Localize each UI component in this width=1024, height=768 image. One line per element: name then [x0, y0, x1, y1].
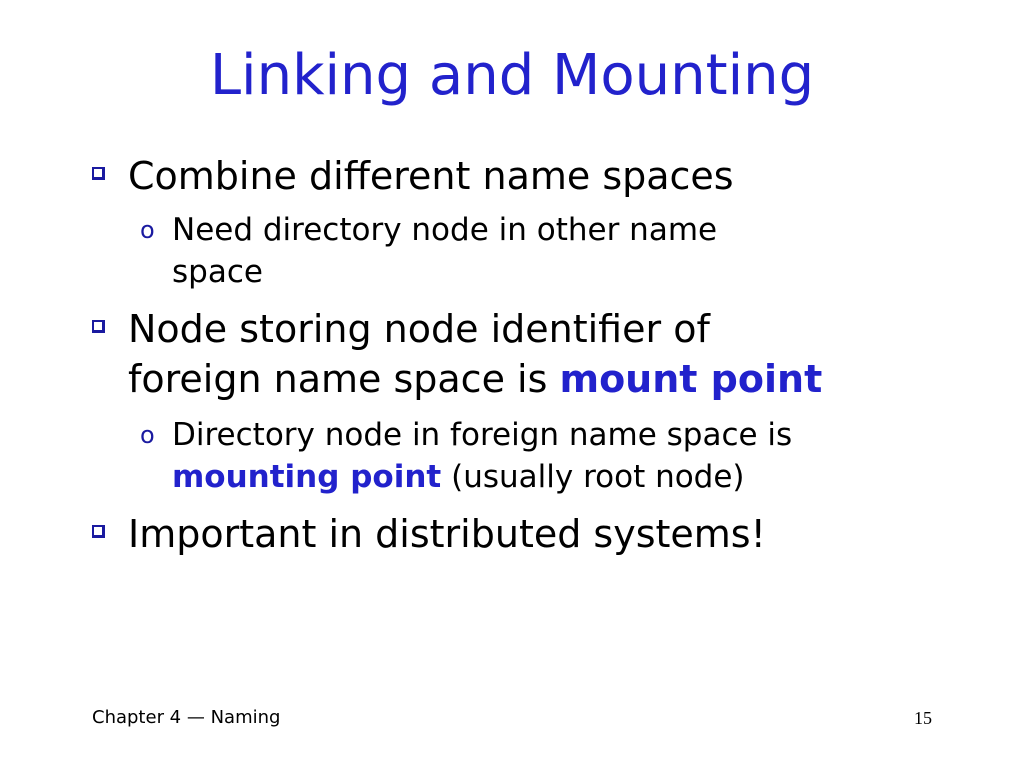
square-bullet-icon	[92, 320, 105, 333]
square-bullet-icon	[92, 525, 105, 538]
mount-point-term: mount point	[559, 357, 823, 401]
mounting-point-term: mounting point	[172, 459, 442, 495]
bullet-text: Node storing node identifier of	[128, 307, 710, 351]
footer-chapter	[92, 706, 280, 730]
bullet-text: Combine different name spaces	[128, 154, 734, 198]
slide-title: Linking and Mounting	[209, 43, 815, 108]
circle-bullet-icon: o	[140, 421, 155, 449]
sub-bullet-text-continuation	[172, 456, 922, 498]
sub-bullet-text-continuation: space	[172, 254, 263, 290]
sub-bullet-text: Need directory node in other name	[172, 212, 718, 248]
bullet-text: Important in distributed systems!	[128, 512, 766, 556]
bullet-text-continuation	[128, 355, 928, 403]
footer-chapter-prefix: Chapter 4	[92, 707, 187, 728]
bullet-text-prefix: foreign name space is	[128, 357, 560, 401]
circle-bullet-icon: o	[140, 216, 155, 244]
footer-dash: —	[186, 707, 205, 728]
sub-bullet-text: Directory node in foreign name space is	[172, 417, 793, 453]
footer-chapter-name: Naming	[204, 707, 281, 728]
sub-bullet-text-suffix: (usually root node)	[441, 459, 745, 495]
page-number: 15	[914, 708, 932, 728]
square-bullet-icon	[92, 167, 105, 180]
